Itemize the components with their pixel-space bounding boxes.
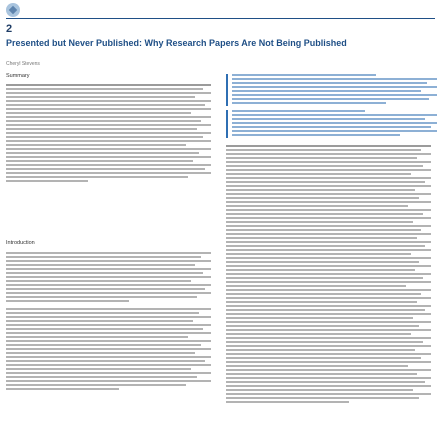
- key-points-box: [226, 74, 437, 106]
- issue-number: 2: [6, 23, 13, 35]
- summary-heading: Summary: [6, 73, 30, 79]
- summary-body: [6, 84, 211, 184]
- header-rule: [6, 18, 435, 19]
- journal-logo-icon: [6, 3, 20, 17]
- paper-title: Presented but Never Published: Why Research Papers Are Not Being Published: [6, 38, 347, 48]
- introduction-body: [6, 252, 211, 392]
- right-column-body: [226, 145, 431, 405]
- author-line: Cheryl Stevens: [6, 61, 40, 67]
- implications-box: [226, 110, 437, 138]
- introduction-heading: Introduction: [6, 240, 35, 246]
